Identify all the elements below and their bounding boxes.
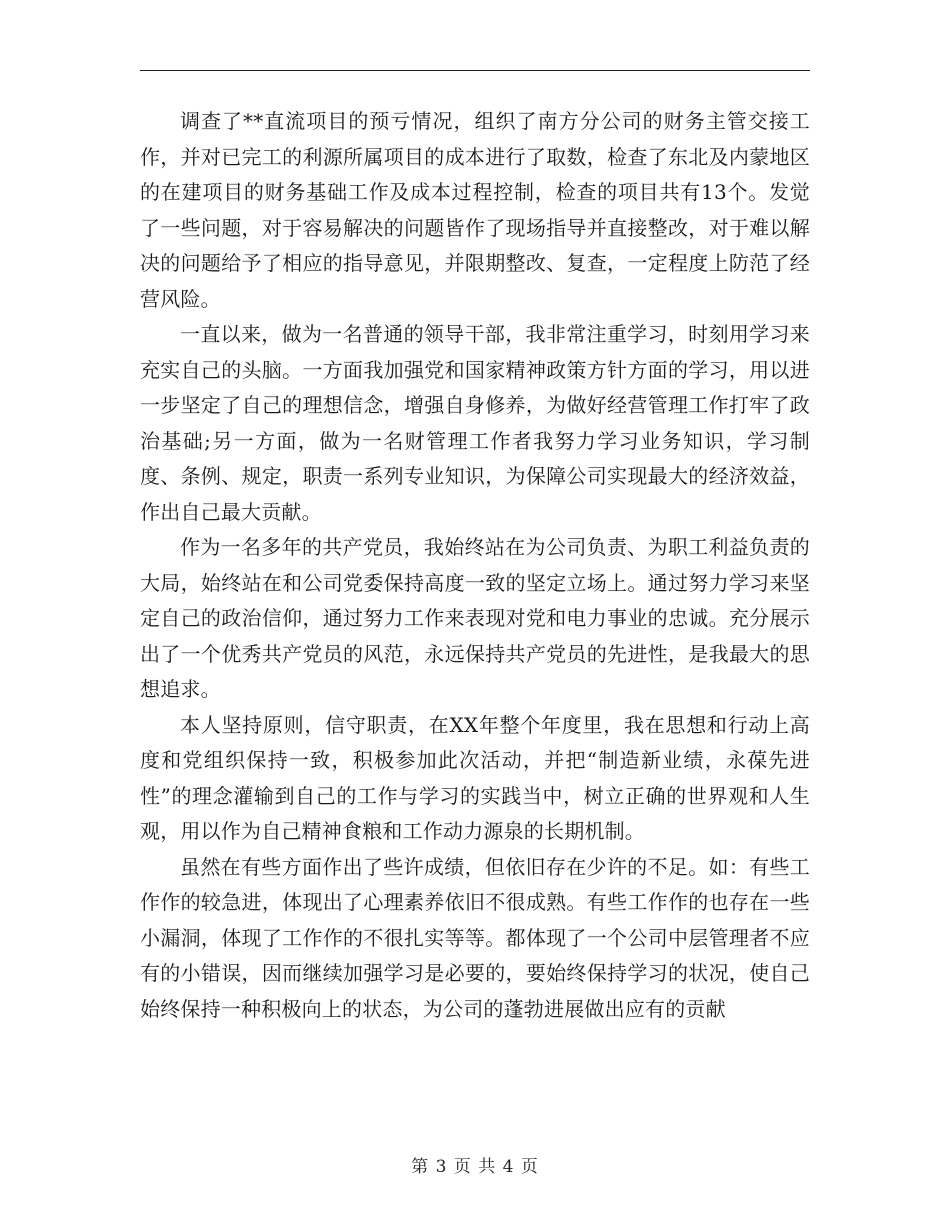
paragraph-5: 虽然在有些方面作出了些许成绩，但依旧存在少许的不足。如：有些工作作的较急进，体现出了心理素养依旧不很成熟。有些工作作的也存在一些小漏洞，体现了工作作的不很扎实等等。都体现了一个公司中层管理者不应有的小错误，因而继续加强学习是必要的，要始终保持学习的状况，使自己始终保持一种积极向上的状态，为公司的蓬勃进展做出应有的贡献 (140, 854, 810, 1021)
paragraph-1: 调查了**直流项目的预亏情况，组织了南方分公司的财务主管交接工作，并对已完工的利源所属项目的成本进行了取数，检查了东北及内蒙地区的在建项目的财务基础工作及成本过程控制，检查的项目共有13个。发觉了一些问题，对于容易解决的问题皆作了现场指导并直接整改，对于难以解决的问题给予了相应的指导意见，并限期整改、复查，一定程度上防范了经营风险。 (140, 109, 810, 311)
header-rule (140, 70, 810, 71)
page-number-footer: 第 3 页 共 4 页 (411, 1157, 539, 1177)
paragraph-4: 本人坚持原则，信守职责，在XX年整个年度里，我在思想和行动上高度和党组织保持一致，积极参加此次活动，并把“制造新业绩，永葆先进性”的理念灌输到自己的工作与学习的实践当中，树立正确的世界观和人生观，用以作为自己精神食粮和工作动力源泉的长期机制。 (140, 712, 810, 843)
paragraph-2: 一直以来，做为一名普通的领导干部，我非常注重学习，时刻用学习来充实自己的头脑。一方面我加强党和国家精神政策方针方面的学习，用以进一步坚定了自己的理想信念，增强自身修养，为做好经营管理工作打牢了政治基础;另一方面，做为一名财管理工作者我努力学习业务知识，学习制度、条例、规定，职责一系列专业知识，为保障公司实现最大的经济效益，作出自己最大贡献。 (140, 322, 810, 524)
document-body (140, 104, 810, 1027)
paragraph-3: 作为一名多年的共产党员，我始终站在为公司负责、为职工利益负责的大局，始终站在和公司党委保持高度一致的坚定立场上。通过努力学习来坚定自己的政治信仰，通过努力工作来表现对党和电力事业的忠诚。充分展示出了一个优秀共产党员的风范，永远保持共产党员的先进性，是我最大的思想追求。 (140, 535, 810, 701)
